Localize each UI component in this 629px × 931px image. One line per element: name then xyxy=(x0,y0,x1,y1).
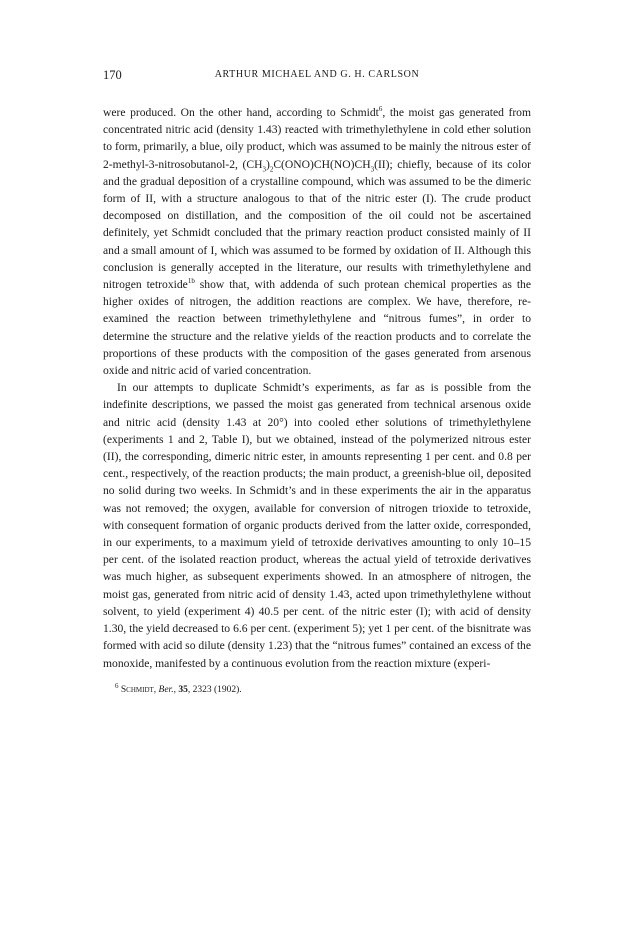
subscript-3b: 3 xyxy=(370,164,375,173)
paragraph-1-text-b: , the moist gas generated from concentrated nitric acid (density 1.43) reacted with trimethylethylene in cold ether solution to form, primarily, a blue, oily product, which was assumed to be mainly the nitrous ester of 2-methyl-3-nitrosobutanol-2, (CH xyxy=(103,106,531,171)
footnote-volume: 35 xyxy=(178,684,188,695)
footnote-author: Schmidt xyxy=(120,684,154,695)
page xyxy=(103,68,531,697)
footnote xyxy=(115,681,531,697)
subscript-2: 2 xyxy=(269,164,274,173)
footnote-pages-year: 2323 (1902). xyxy=(192,684,242,695)
subscript-3a: 3 xyxy=(262,164,266,173)
footnote-ref-6: 6 xyxy=(378,105,383,114)
footnote-comma-2: , xyxy=(173,684,179,695)
footnote-journal: Ber. xyxy=(158,684,174,695)
running-title: ARTHUR MICHAEL AND G. H. CARLSON xyxy=(214,69,420,80)
page-number: 170 xyxy=(103,68,122,82)
body-text xyxy=(103,104,531,672)
running-head xyxy=(103,68,531,90)
paragraph-1-text-d: C(ONO)CH(NO)CH xyxy=(273,157,371,171)
paragraph-1 xyxy=(103,104,531,379)
footnote-ref-1b: 1b xyxy=(187,277,195,286)
paragraph-2: In our attempts to duplicate Schmidt’s experiments, as far as is possible from the indefinite descriptions, we passed the moist gas generated from technical arsenous oxide and nitric acid (density 1.43 at 20°) into cooled ether solutions of trimethylethylene (experiments 1 and 2, Table I), but we obtained, instead of the polymerized nitrous ester (II), the corresponding, dimeric nitric ester, in amounts representing 1 per cent. and 0.8 per cent., respectively, of the reaction products; the main product, a greenish-blue oil, deposited no solid during two weeks. In Schmidt’s and in these experiments the air in the apparatus was not removed; the oxygen, available for conversion of nitrogen trioxide to tetroxide, with consequent formation of organic products derived from the latter oxide, corresponded, in our experiments, to a maximum yield of tetroxide derivatives amounting to only 10–15 per cent. of the isolated reaction product, whereas the actual yield of tetroxide derivatives was much higher, as subsequent experiments showed. In an atmosphere of nitrogen, the moist gas, generated from nitric acid of density 1.43, acted upon trimethylethylene without solvent, to yield (experiment 4) 40.5 per cent. of the nitric ester (I); with acid of density 1.30, the yield decreased to 6.6 per cent. (experiment 5); yet 1 per cent. of the bisnitrate was formed with acid so dilute (density 1.23) that the “nitrous fumes” contained an excess of the monoxide, manifested by a continuous evolution from the reaction mixture (experi- xyxy=(103,381,531,670)
footnote-comma-3: , xyxy=(187,684,193,695)
footnote-comma-1: , xyxy=(153,684,159,695)
paragraph-1-text-f: show that, with addenda of such protean chemical properties as the higher oxides of nitrogen, the addition reactions are complex. We have, therefore, re-examined the reaction between trimethylethylene and “nitrous fumes”, in order to determine the structure and the relative yields of the reaction products and to correlate the proportions of these products with the composition of the gases generated from arsenous oxide and nitric acid of varied concentration. xyxy=(103,278,532,378)
paragraph-1-text-c: ) xyxy=(265,157,270,171)
paragraph-1-text-e: (II); chiefly, because of its color and the gradual deposition of a crystalline compound, which was assumed to be the dimeric form of II, with a structure analogous to that of the nitric ester (I). The crude product decomposed on distillation, and the composition of the oil could not be ascertained definitely, yet Schmidt concluded that the primary reaction product consisted mainly of II and a small amount of I, which was assumed to be formed by oxidation of II. Although this conclusion is generally accepted in the literature, our results with trimethylethylene and nitrogen tetroxide xyxy=(103,157,531,292)
paragraph-1-text-a: were produced. On the other hand, according to Schmidt xyxy=(103,106,379,119)
footnote-marker: 6 xyxy=(115,681,119,690)
